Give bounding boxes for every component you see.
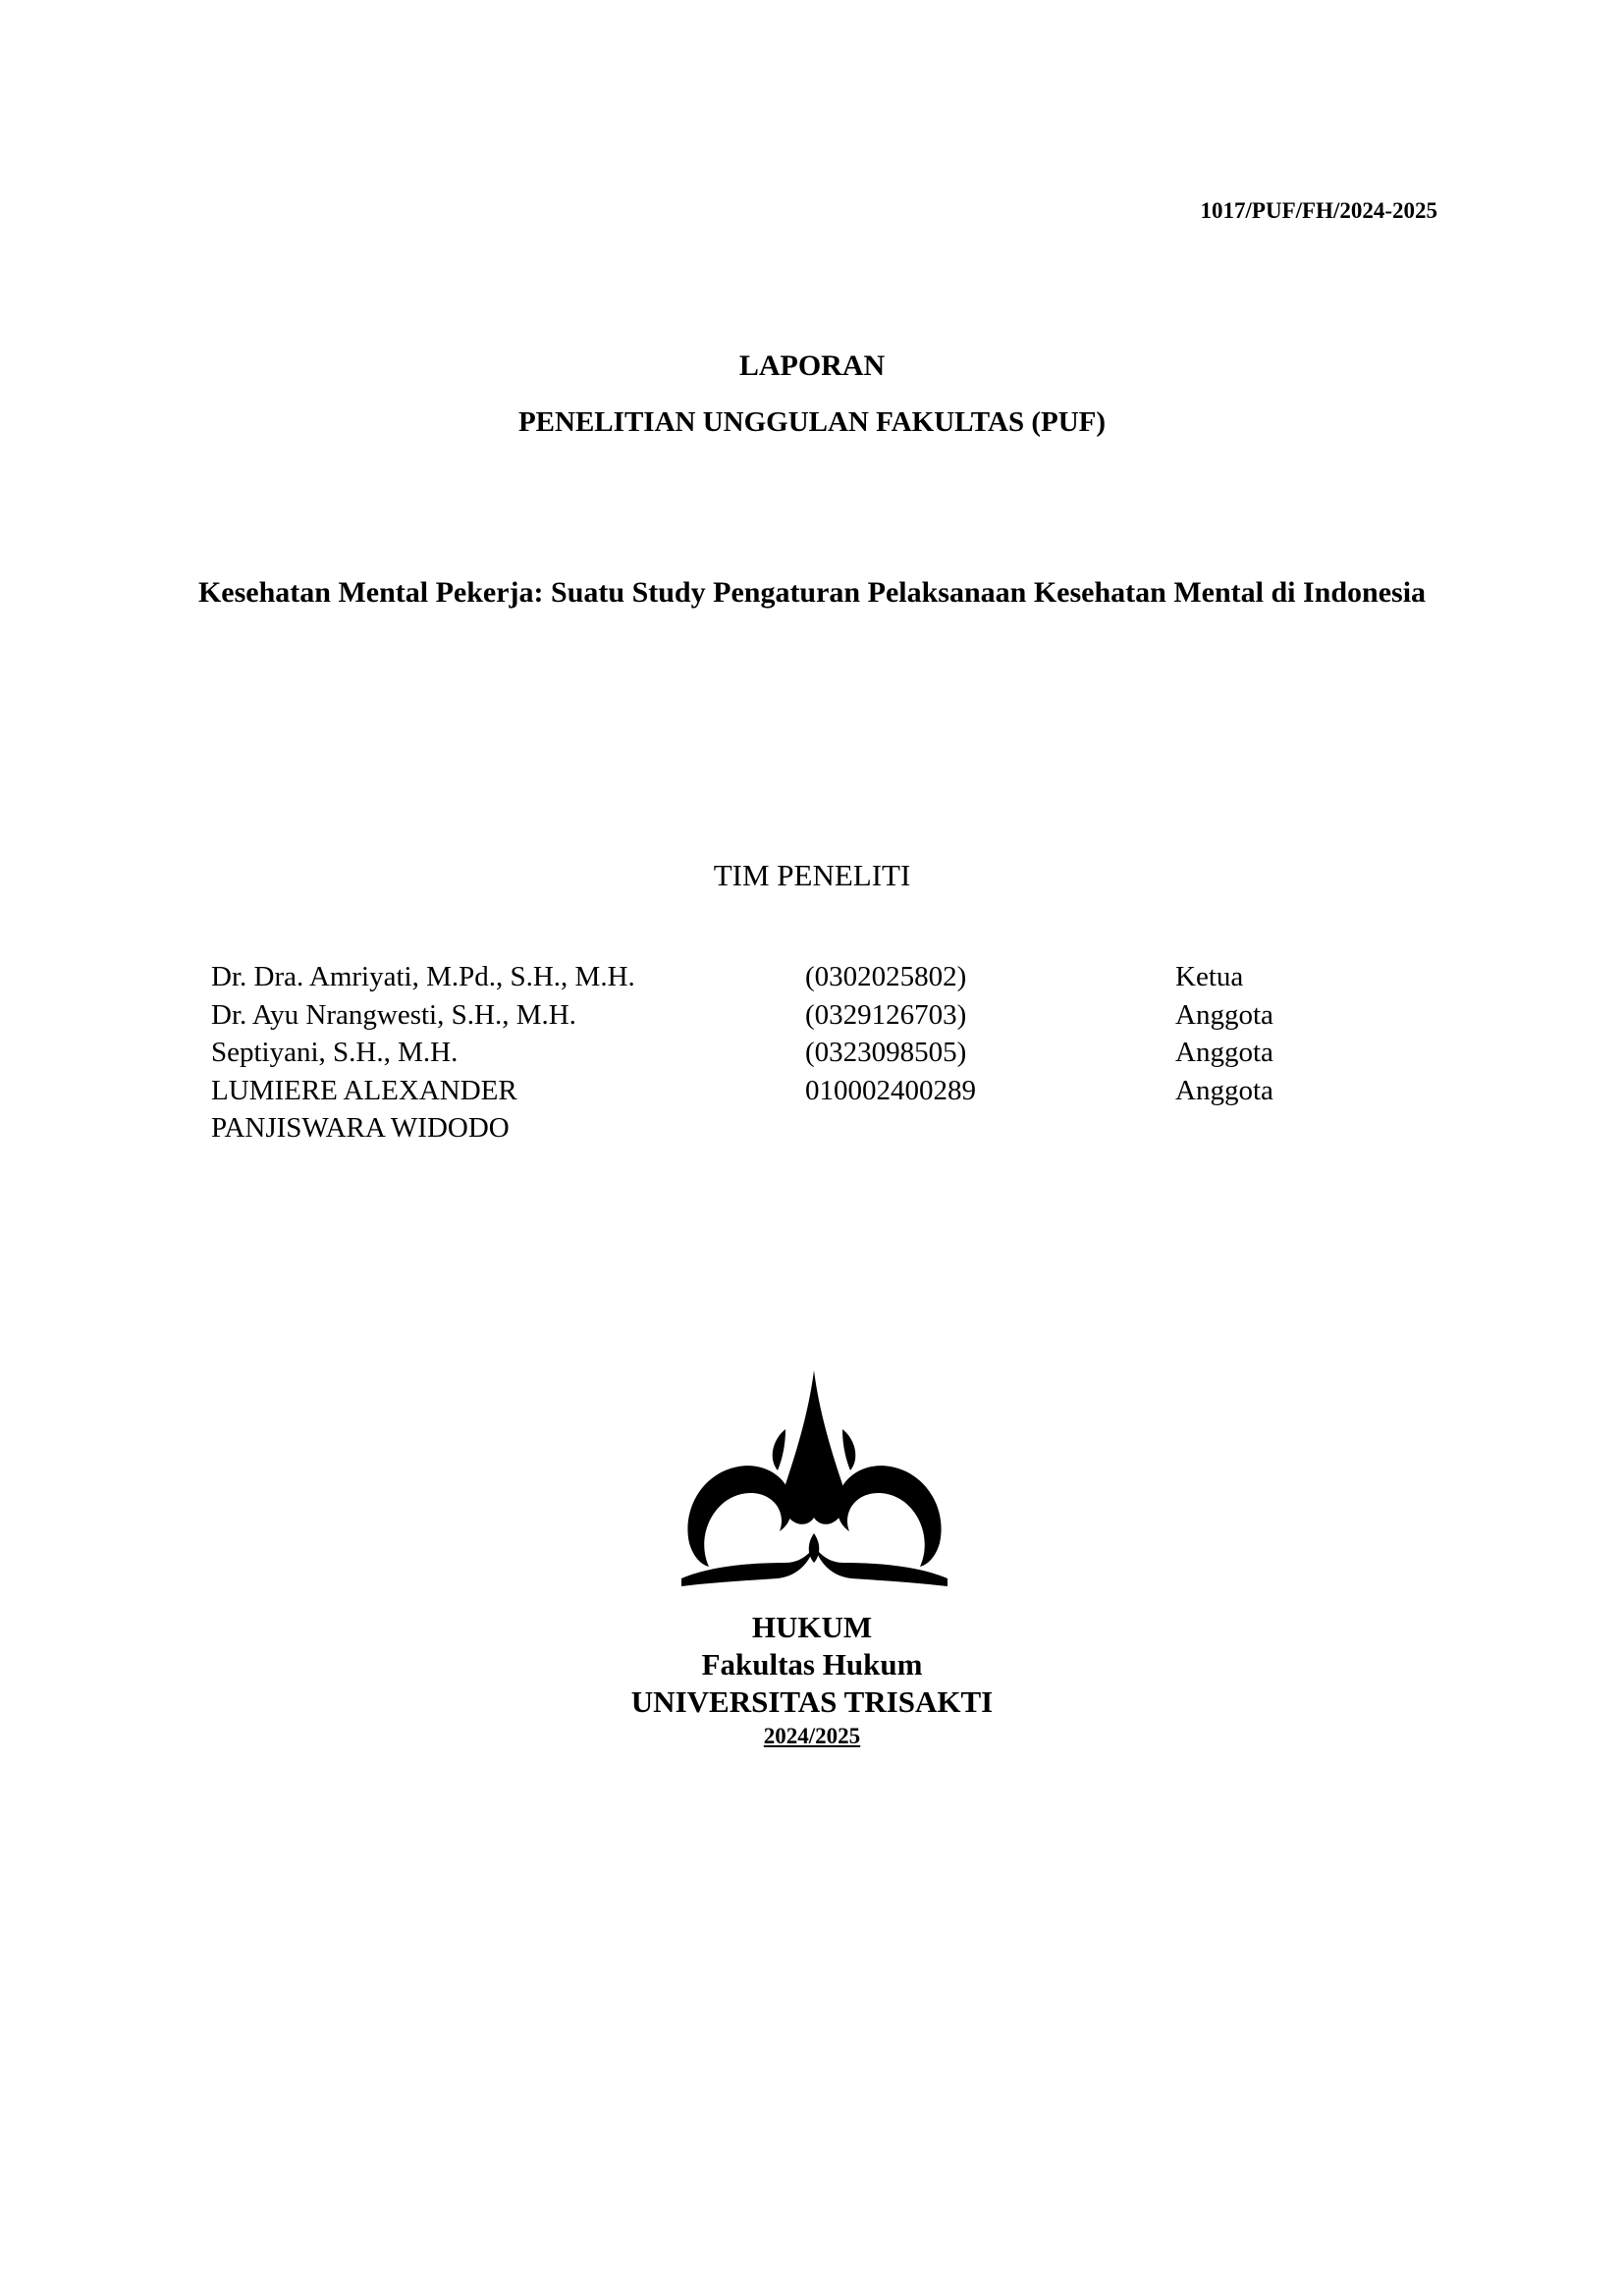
member-id: (0302025802) <box>805 961 967 992</box>
member-role: Ketua <box>1175 961 1244 992</box>
member-id: 010002400289 <box>805 1074 976 1106</box>
team-member-row <box>211 1072 1340 1110</box>
member-name: LUMIERE ALEXANDER <box>211 1074 517 1106</box>
member-name: Dr. Dra. Amriyati, M.Pd., S.H., M.H. <box>211 961 635 992</box>
program-label: PENELITIAN UNGGULAN FAKULTAS (PUF) <box>517 406 1107 438</box>
team-member-row <box>211 958 1340 996</box>
member-name: PANJISWARA WIDODO <box>211 1112 510 1144</box>
member-role: Anggota <box>1175 998 1273 1031</box>
member-id: (0323098505) <box>805 1037 967 1068</box>
member-id: (0329126703) <box>805 998 967 1031</box>
member-role: Anggota <box>1175 1074 1273 1106</box>
member-name: Dr. Ayu Nrangwesti, S.H., M.H. <box>211 998 576 1031</box>
report-label: LAPORAN <box>738 349 886 382</box>
team-member-row <box>211 1034 1340 1072</box>
team-heading: TIM PENELITI <box>713 858 911 892</box>
member-name: Septiyani, S.H., M.H. <box>211 1037 459 1068</box>
team-list <box>211 958 1340 1148</box>
research-title: Kesehatan Mental Pekerja: Suatu Study Pengaturan Pelaksanaan Kesehatan Mental di Indonesia <box>197 576 1427 609</box>
member-role: Anggota <box>1175 1037 1273 1068</box>
document-number: 1017/PUF/FH/2024-2025 <box>1200 198 1437 223</box>
team-member-row <box>211 1109 1340 1148</box>
faculty-name: Fakultas Hukum <box>701 1647 923 1682</box>
team-member-row <box>211 996 1340 1035</box>
university-name: UNIVERSITAS TRISAKTI <box>630 1684 994 1719</box>
academic-year: 2024/2025 <box>763 1724 861 1748</box>
trisakti-university-emblem-icon <box>679 1370 949 1586</box>
faculty-short-name: HUKUM <box>751 1610 873 1644</box>
